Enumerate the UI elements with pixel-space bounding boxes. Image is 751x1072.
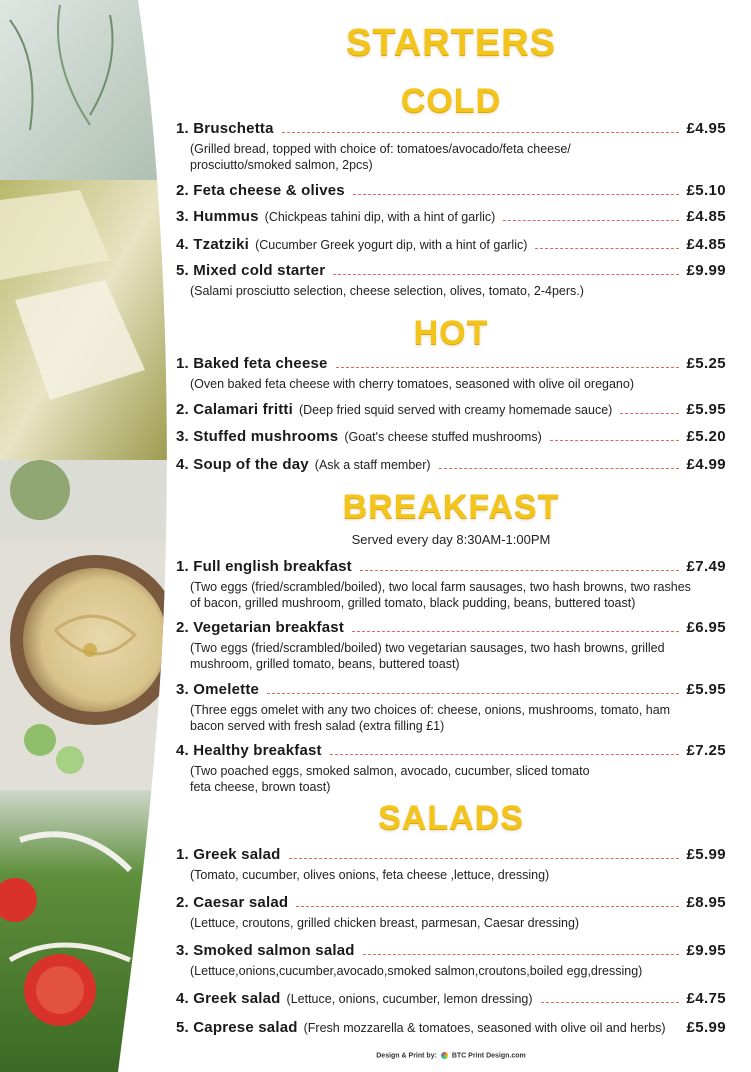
menu-item [176, 681, 726, 734]
section-heading-hot: HOT [413, 314, 489, 352]
item-inline-description: (Ask a staff member) [314, 458, 431, 472]
item-inline-description: (Chickpeas tahini dip, with a hint of garlic) [264, 210, 496, 224]
item-description: (Lettuce,onions,cucumber,avocado,smoked salmon,croutons,boiled egg,dressing) [190, 964, 643, 978]
item-inline-description: (Lettuce, onions, cucumber, lemon dressing) [286, 992, 533, 1006]
menu-item [176, 120, 726, 173]
item-description: (Grilled bread, topped with choice of: tomatoes/avocado/feta cheese/ prosciutto/smoked salmon, 2pcs) [190, 142, 571, 172]
dotted-leader [620, 413, 679, 414]
breakfast-hours-note: Served every day 8:30AM-1:00PM [351, 532, 551, 547]
item-inline-description: (Deep fried squid served with creamy homemade sauce) [298, 403, 613, 417]
dotted-leader [503, 220, 679, 221]
item-name: 2. Vegetarian breakfast [176, 619, 345, 636]
item-name: 4. Healthy breakfast [176, 742, 322, 759]
item-price: £5.95 [686, 401, 726, 418]
menu-item [176, 182, 726, 199]
menu-item [176, 236, 726, 253]
item-description: (Two eggs (fried/scrambled/boiled) two vegetarian sausages, two hash browns, grilled mushroom, grilled tomato, beans, buttered toast) [190, 641, 665, 671]
dotted-leader [360, 570, 680, 571]
menu-item [176, 1019, 726, 1036]
section-heading-salads: SALADS [378, 799, 524, 837]
dotted-leader [267, 693, 679, 694]
menu-item [176, 619, 726, 672]
item-name: 1. Full english breakfast [176, 558, 352, 575]
page-title: STARTERS [346, 22, 556, 64]
item-price: £4.85 [686, 208, 726, 225]
item-description: (Three eggs omelet with any two choices of: cheese, onions, mushrooms, tomato, ham bacon served with fresh salad (extra filling £1) [190, 703, 671, 733]
menu-item [176, 456, 726, 473]
item-name: 3. Smoked salmon salad [176, 942, 355, 959]
menu-item [176, 262, 726, 299]
item-name: 1. Greek salad [176, 846, 281, 863]
print-logo-icon [441, 1052, 448, 1059]
menu-item [176, 846, 726, 883]
footer-label: Design & Print by: [376, 1052, 437, 1060]
item-price: £7.25 [686, 742, 726, 759]
item-description: (Two eggs (fried/scrambled/boiled), two local farm sausages, two hash browns, two rashes of bacon, grilled mushroom, grilled tomato, black pudding, beans, buttered toast) [190, 580, 691, 610]
menu-item [176, 558, 726, 611]
item-inline-description: (Cucumber Greek yogurt dip, with a hint of garlic) [255, 238, 528, 252]
item-price: £5.95 [686, 681, 726, 698]
item-price: £7.49 [686, 558, 726, 575]
menu-item [176, 208, 726, 225]
section-heading-breakfast: BREAKFAST [342, 488, 560, 526]
item-description: (Lettuce, croutons, grilled chicken breast, parmesan, Caesar dressing) [190, 916, 580, 930]
item-name: 1. Baked feta cheese [176, 355, 328, 372]
dotted-leader [535, 248, 679, 249]
item-name: 5. Mixed cold starter [176, 262, 326, 279]
item-name: 3. Omelette [176, 681, 260, 698]
food-photo-strip [0, 0, 170, 1072]
item-price: £5.99 [686, 1019, 726, 1036]
item-price: £5.10 [686, 182, 726, 199]
dotted-leader [550, 440, 680, 441]
item-price: £8.95 [686, 894, 726, 911]
item-description: (Salami prosciutto selection, cheese selection, olives, tomato, 2-4pers.) [190, 284, 584, 298]
dotted-leader [330, 754, 680, 755]
item-inline-description: (Goat's cheese stuffed mushrooms) [344, 430, 542, 444]
item-price: £5.99 [686, 846, 726, 863]
dotted-leader [363, 954, 680, 955]
footer-credit [176, 1052, 726, 1059]
menu-item [176, 428, 726, 445]
item-name: 2. Caesar salad [176, 894, 289, 911]
item-name: 5. Caprese salad [176, 1019, 298, 1036]
footer-brand: BTC Print Design.com [451, 1052, 526, 1060]
item-price: £4.95 [686, 120, 726, 137]
dotted-leader [282, 132, 680, 133]
menu-item [176, 894, 726, 931]
item-price: £9.95 [686, 942, 726, 959]
menu-item [176, 990, 726, 1007]
item-name: 2. Calamari fritti [176, 401, 293, 418]
section-heading-cold: COLD [400, 82, 502, 120]
item-name: 4. Tzatziki [176, 236, 250, 253]
menu-item [176, 742, 726, 795]
dotted-leader [336, 367, 680, 368]
item-price: £5.25 [686, 355, 726, 372]
item-name: 3. Hummus [176, 208, 259, 225]
dotted-leader [296, 906, 679, 907]
item-price: £9.99 [686, 262, 726, 279]
dotted-leader [353, 194, 680, 195]
item-price: £4.75 [686, 990, 726, 1007]
menu-content [176, 0, 726, 1072]
item-description: (Tomato, cucumber, olives onions, feta cheese ,lettuce, dressing) [190, 868, 550, 882]
item-name: 4. Greek salad [176, 990, 281, 1007]
item-price: £6.95 [686, 619, 726, 636]
dotted-leader [333, 274, 679, 275]
item-price: £4.85 [686, 236, 726, 253]
item-inline-description: (Fresh mozzarella & tomatoes, seasoned with olive oil and herbs) [303, 1021, 666, 1035]
item-description: (Two poached eggs, smoked salmon, avocado, cucumber, sliced tomato feta cheese, brown toast) [190, 764, 590, 794]
item-price: £4.99 [686, 456, 726, 473]
menu-item [176, 401, 726, 418]
dotted-leader [289, 858, 680, 859]
item-name: 1. Bruschetta [176, 120, 274, 137]
item-price: £5.20 [686, 428, 726, 445]
dotted-leader [439, 468, 680, 469]
menu-item [176, 355, 726, 392]
item-name: 3. Stuffed mushrooms [176, 428, 339, 445]
item-name: 2. Feta cheese & olives [176, 182, 345, 199]
menu-item [176, 942, 726, 979]
item-name: 4. Soup of the day [176, 456, 309, 473]
dotted-leader [541, 1002, 680, 1003]
item-description: (Oven baked feta cheese with cherry tomatoes, seasoned with olive oil oregano) [190, 377, 634, 391]
dotted-leader [352, 631, 679, 632]
